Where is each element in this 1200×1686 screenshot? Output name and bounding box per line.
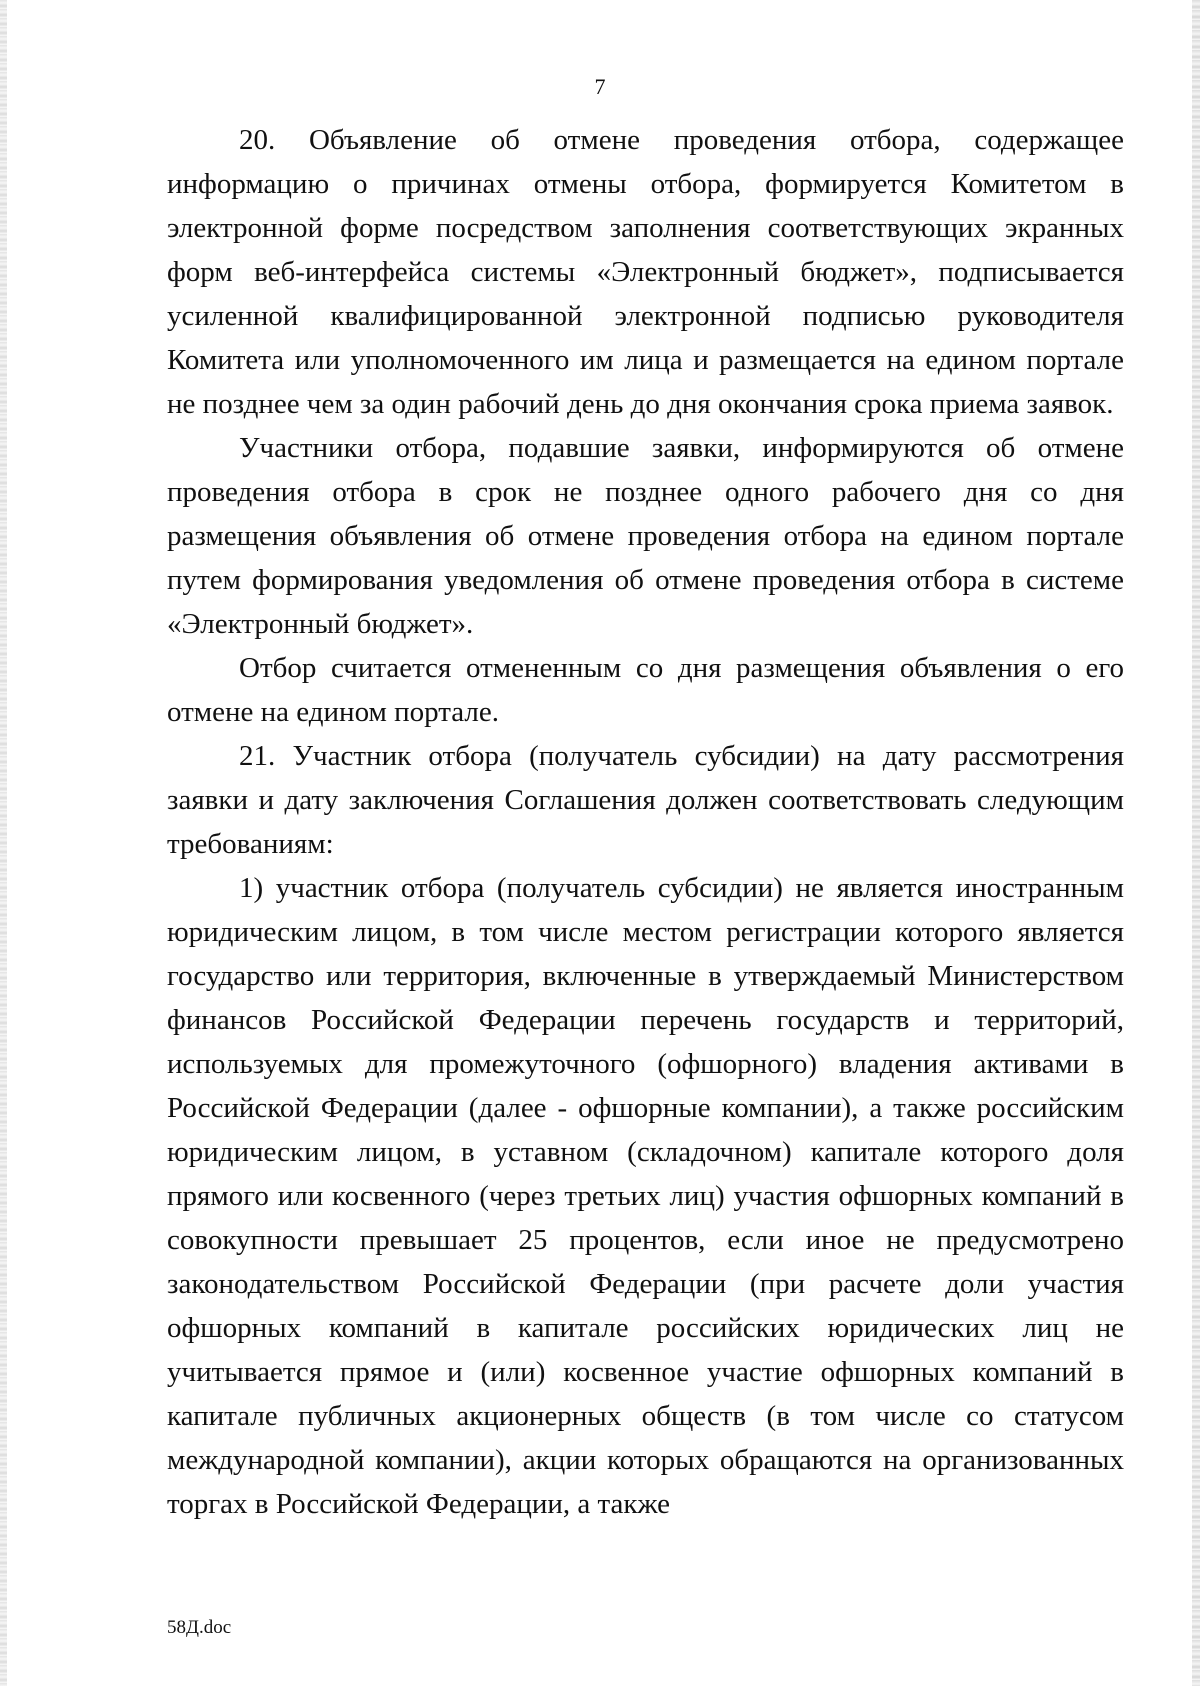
paragraph-21: 21. Участник отбора (получатель субсидии) на дату рассмотрения заявки и дату заключения Соглашения должен соответствовать следующим требованиям: <box>167 740 1124 860</box>
page-number: 7 <box>594 74 606 99</box>
footer-filename: 58Д.doc <box>167 1617 232 1638</box>
scan-edge-left <box>0 0 7 1686</box>
scan-edge-right <box>1192 0 1200 1686</box>
paragraph-participants-informed: Участники отбора, подавшие заявки, информируются об отмене проведения отбора в срок не позднее одного рабочего дня со дня размещения объявления об отмене проведения отбора на едином портале путем формирования уведомления об отмене проведения отбора в системе «Электронный бюджет». <box>167 432 1124 640</box>
paragraph-21-item-1: 1) участник отбора (получатель субсидии) не является иностранным юридическим лицом, в том числе местом регистрации которого является государство или территория, включенные в утверждаемый Министерством финансов Российской Федерации перечень государств и территорий, используемых для промежуточного (офшорного) владения активами в Российской Федерации (далее - офшорные компании), а также российским юридическим лицом, в уставном (складочном) капитале которого доля прямого или косвенного (через третьих лиц) участия офшорных компаний в совокупности превышает 25 процентов, если иное не предусмотрено законодательством Российской Федерации (при расчете доли участия офшорных компаний в капитале российских юридических лиц не учитывается прямое и (или) косвенное участие офшорных компаний в капитале публичных акционерных обществ (в том числе со статусом международной компании), акции которых обращаются на организованных торгах в Российской Федерации, а также <box>167 872 1124 1520</box>
document-body <box>167 118 1124 1526</box>
paragraph-20: 20. Объявление об отмене проведения отбора, содержащее информацию о причинах отмены отбора, формируется Комитетом в электронной форме посредством заполнения соответствующих экранных форм веб-интерфейса системы «Электронный бюджет», подписывается усиленной квалифицированной электронной подписью руководителя Комитета или уполномоченного им лица и размещается на едином портале не позднее чем за один рабочий день до дня окончания срока приема заявок. <box>167 124 1124 420</box>
paragraph-selection-cancelled: Отбор считается отмененным со дня размещения объявления о его отмене на едином портале. <box>167 652 1124 728</box>
